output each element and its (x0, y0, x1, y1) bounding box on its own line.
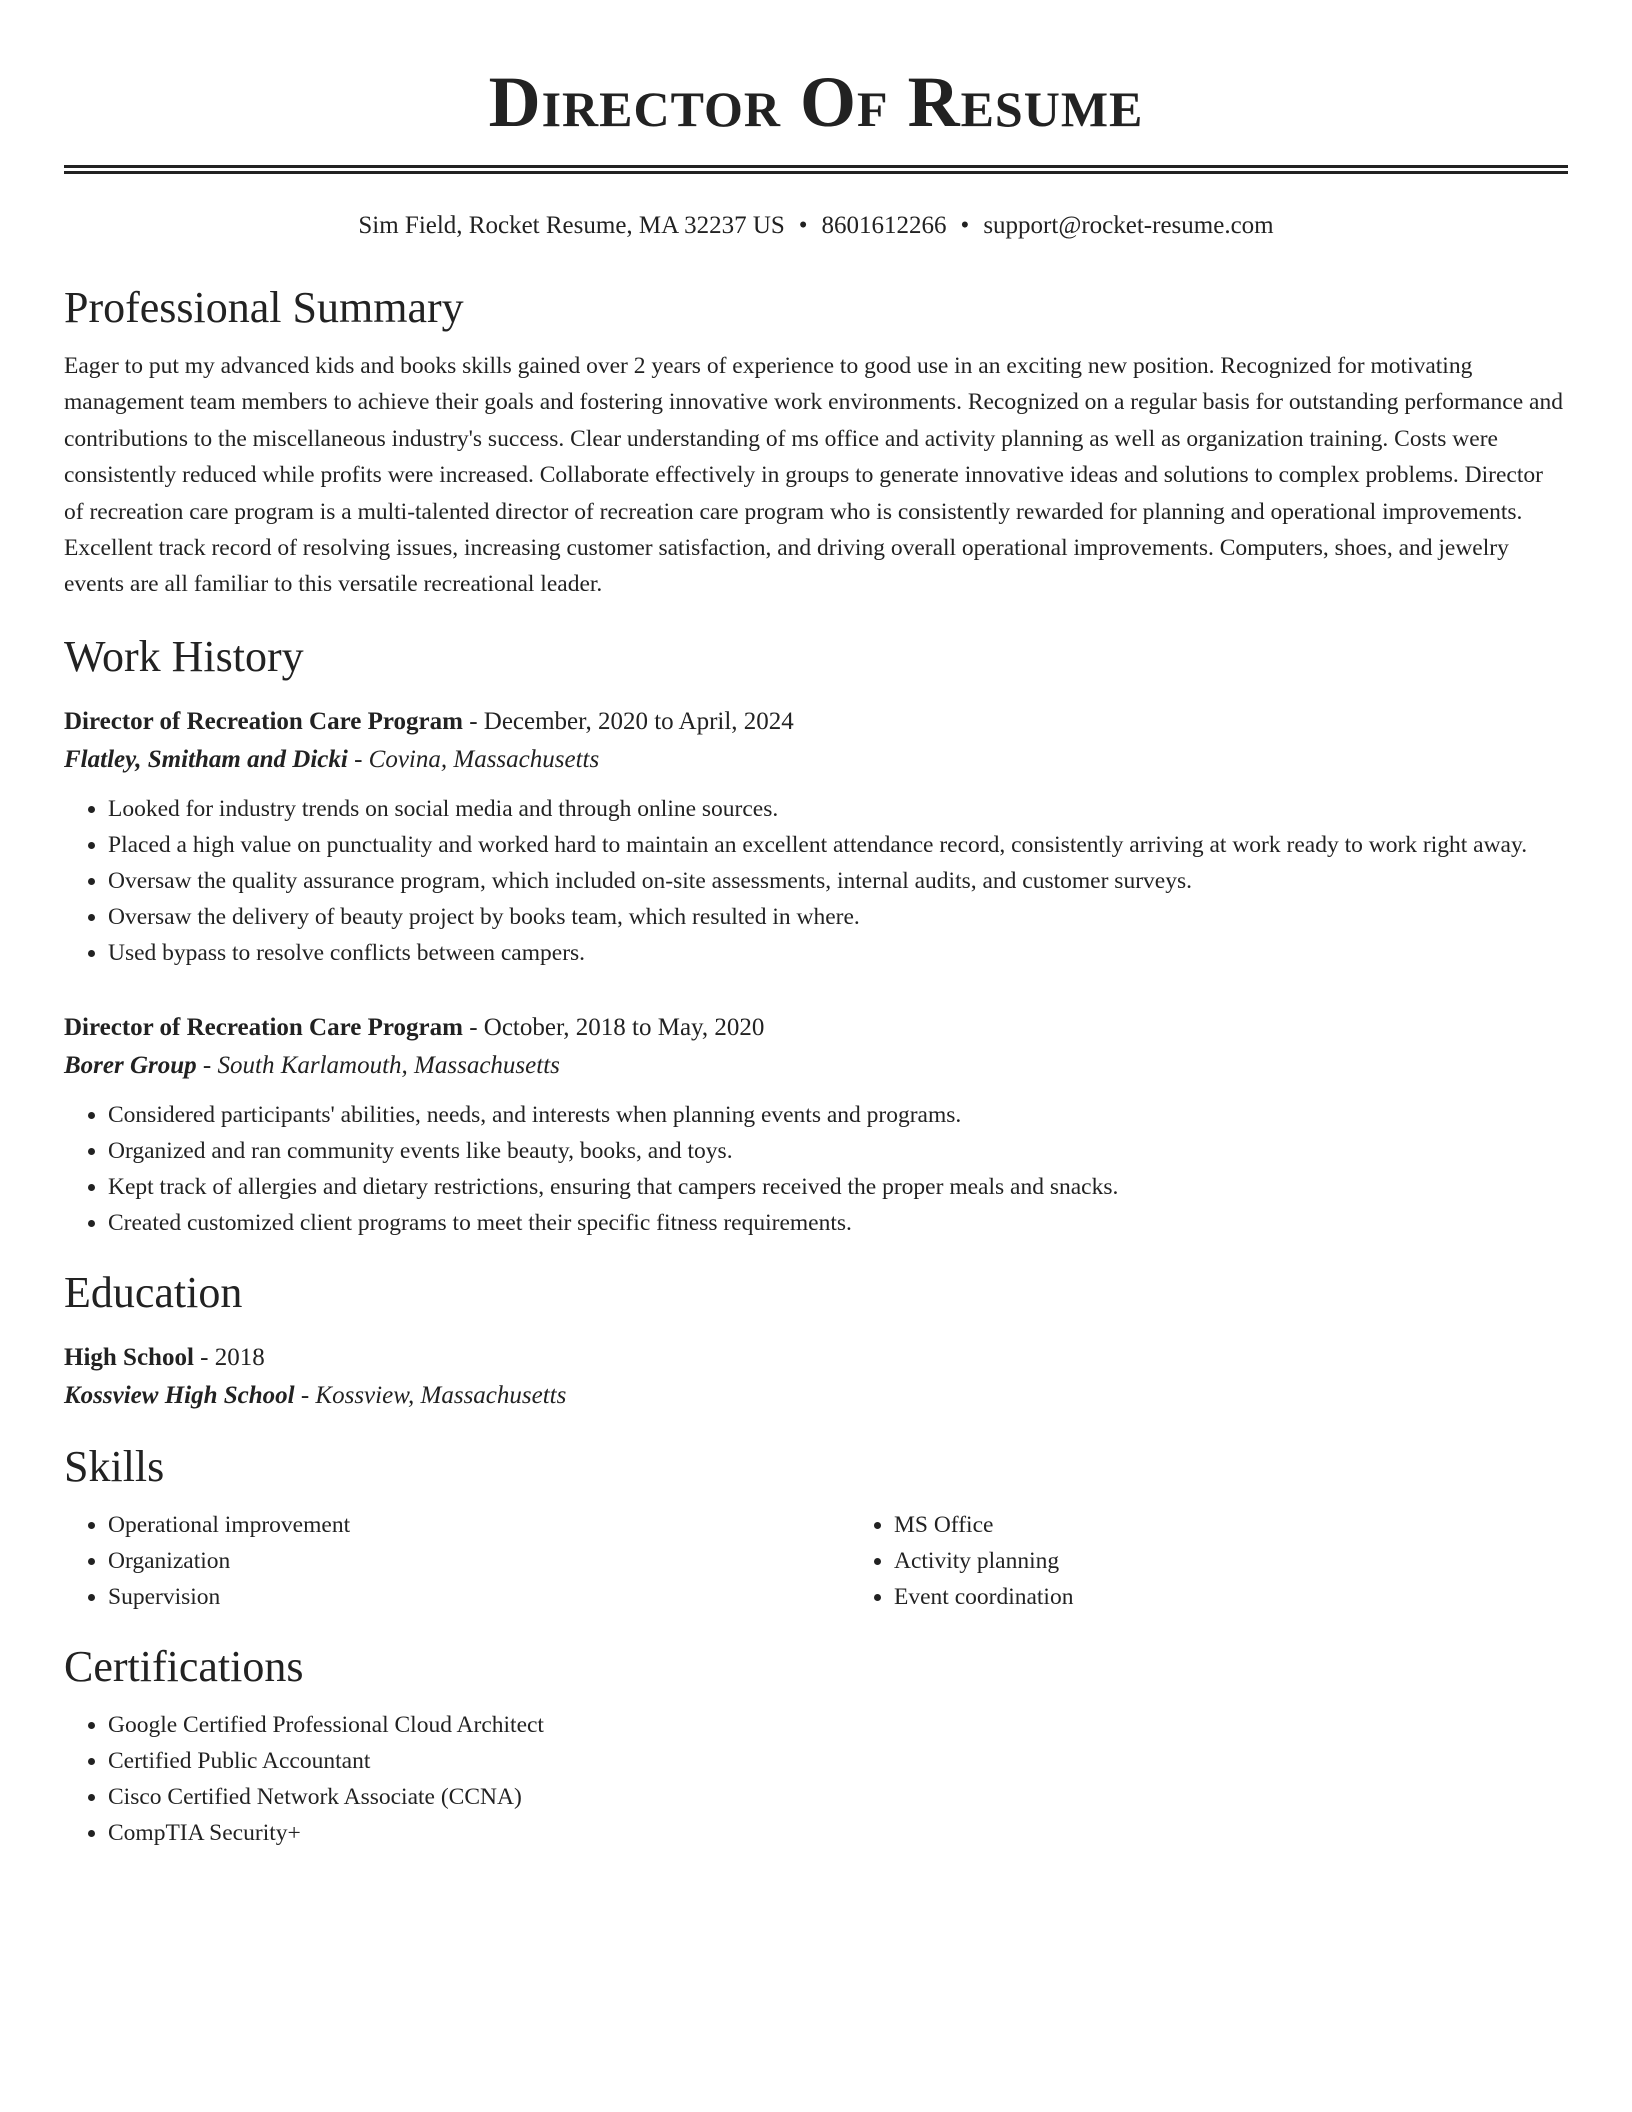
job-bullets (64, 1097, 1568, 1241)
list-item: • Oversaw the quality assurance program, which included on-site assessments, internal audits, and customer surveys. (108, 863, 1568, 899)
education-school-line (64, 1377, 1568, 1415)
dash: - (294, 1381, 316, 1409)
contact-separator: • (798, 212, 808, 239)
list-item: • Certified Public Accountant (108, 1743, 1568, 1779)
job-dates: December, 2020 to April, 2024 (483, 707, 794, 735)
list-item: • Organized and ran community events like beauty, books, and toys. (108, 1133, 1568, 1169)
job-dates: October, 2018 to May, 2020 (483, 1013, 765, 1041)
dash: - (462, 1013, 484, 1041)
work-history-heading: Work History (64, 631, 304, 681)
job-company: Borer Group (64, 1051, 197, 1079)
list-item: • Supervision (108, 1579, 850, 1615)
skills-heading: Skills (64, 1441, 165, 1491)
job-title: Director of Recreation Care Program (64, 1013, 463, 1041)
certifications-list (64, 1707, 1568, 1851)
list-item: • Organization (108, 1543, 850, 1579)
list-item: • Created customized client programs to meet their specific fitness requirements. (108, 1205, 1568, 1241)
list-item: • Kept track of allergies and dietary restrictions, ensuring that campers received the proper meals and snacks. (108, 1169, 1568, 1205)
skills-columns (64, 1507, 1568, 1615)
contact-phone: 8601612266 (821, 212, 947, 239)
education-school: Kossview High School (64, 1381, 295, 1409)
list-item: • CompTIA Security+ (108, 1815, 1568, 1851)
contact-separator: • (960, 212, 970, 239)
summary-text: Eager to put my advanced kids and books skills gained over 2 years of experience to good use in an exciting new position. Recognized for motivating management team members to achieve their goals and fostering innovative work environments. Recognized on a regular basis for outstanding performance and contributions to the miscellaneous industry's success. Clear understanding of ms office and activity planning as well as organization training. Costs were consistently reduced while profits were increased. Collaborate effectively in groups to generate innovative ideas and solutions to complex problems. Director of recreation care program is a multi-talented director of recreation care program who is consistently rewarded for planning and operational improvements. Excellent track record of resolving issues, increasing customer satisfaction, and driving overall operational improvements. Computers, shoes, and jewelry events are all familiar to this versatile recreational leader. (64, 353, 1563, 598)
skills-list-right (850, 1507, 1073, 1615)
list-item: • Used bypass to resolve conflicts between campers. (108, 935, 1568, 971)
dash: - (196, 1051, 218, 1079)
list-item: • Activity planning (894, 1543, 1073, 1579)
job-entry (64, 703, 1568, 971)
education-location: Kossview, Massachusetts (315, 1381, 567, 1409)
job-location: Covina, Massachusetts (368, 745, 600, 773)
list-item: • Event coordination (894, 1579, 1073, 1615)
education-entry (64, 1339, 1568, 1415)
header-divider (64, 165, 1568, 174)
job-title-line (64, 1009, 1568, 1047)
contact-email: support@rocket-resume.com (983, 212, 1274, 239)
list-item: • MS Office (894, 1507, 1073, 1543)
job-title: Director of Recreation Care Program (64, 707, 463, 735)
dash: - (462, 707, 484, 735)
certifications-heading: Certifications (64, 1641, 304, 1691)
job-entry (64, 1009, 1568, 1241)
job-location: South Karlamouth, Massachusetts (217, 1051, 560, 1079)
education-year: 2018 (214, 1343, 265, 1371)
contact-line (64, 210, 1568, 242)
job-company-line (64, 741, 1568, 779)
list-item: • Oversaw the delivery of beauty project by books team, which resulted in where. (108, 899, 1568, 935)
dash: - (193, 1343, 215, 1371)
education-degree: High School (64, 1343, 194, 1371)
skills-list-left (64, 1507, 850, 1615)
education-degree-line (64, 1339, 1568, 1377)
job-bullets (64, 791, 1568, 971)
job-title-line (64, 703, 1568, 741)
list-item: • Considered participants' abilities, needs, and interests when planning events and programs. (108, 1097, 1568, 1133)
list-item: • Operational improvement (108, 1507, 850, 1543)
dash: - (347, 745, 369, 773)
contact-address: Sim Field, Rocket Resume, MA 32237 US (358, 212, 785, 239)
summary-heading: Professional Summary (64, 283, 464, 332)
list-item: • Looked for industry trends on social media and through online sources. (108, 791, 1568, 827)
list-item: • Google Certified Professional Cloud Architect (108, 1707, 1568, 1743)
job-company-line (64, 1047, 1568, 1085)
resume-title: Director Of Resume (488, 62, 1144, 142)
education-heading: Education (64, 1267, 243, 1317)
list-item: • Placed a high value on punctuality and worked hard to maintain an excellent attendance record, consistently arriving at work ready to work right away. (108, 827, 1568, 863)
job-company: Flatley, Smitham and Dicki (64, 745, 348, 773)
list-item: • Cisco Certified Network Associate (CCNA) (108, 1779, 1568, 1815)
